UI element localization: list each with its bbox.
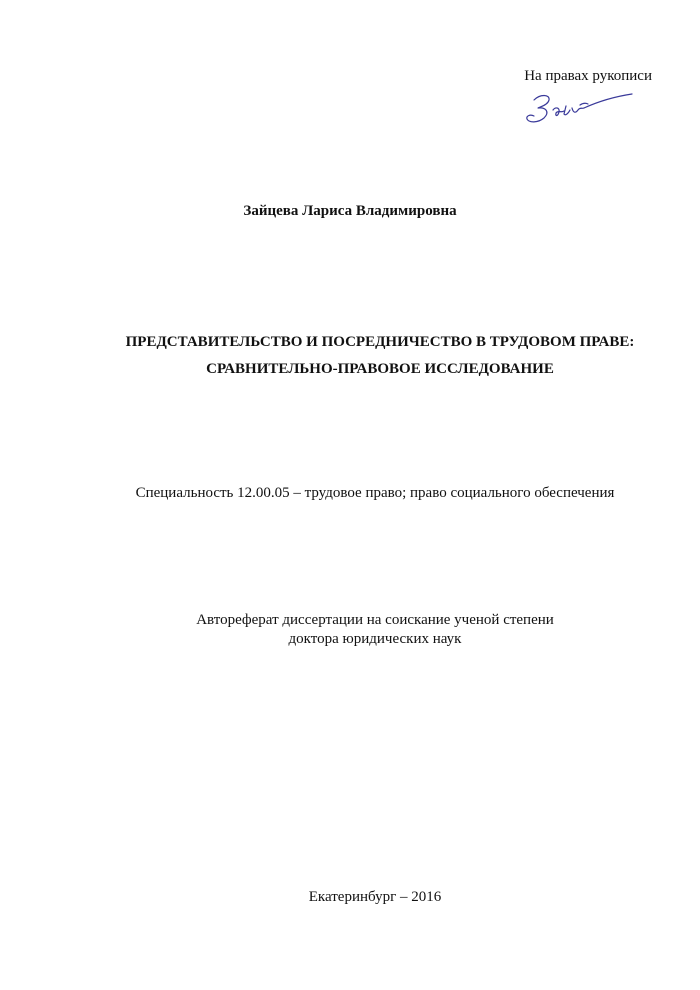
dissertation-title-line-2: СРАВНИТЕЛЬНО-ПРАВОВОЕ ИССЛЕДОВАНИЕ (206, 361, 554, 377)
author-name: Зайцева Лариса Владимировна (243, 203, 457, 219)
abstract-description-line-1: Автореферат диссертации на соискание ученой степени (196, 612, 554, 628)
place-and-year: Екатеринбург – 2016 (308, 889, 442, 905)
dissertation-title (0, 329, 700, 383)
author-signature (520, 86, 635, 134)
abstract-description-line-2: доктора юридических наук (288, 631, 462, 647)
dissertation-title-line-1: ПРЕДСТАВИТЕЛЬСТВО И ПОСРЕДНИЧЕСТВО В ТРУДОВОМ ПРАВЕ: (125, 334, 635, 350)
manuscript-rights-note: На правах рукописи (524, 68, 652, 84)
abstract-description (0, 611, 700, 649)
specialty-line: Специальность 12.00.05 – трудовое право; право социального обеспечения (135, 485, 615, 501)
